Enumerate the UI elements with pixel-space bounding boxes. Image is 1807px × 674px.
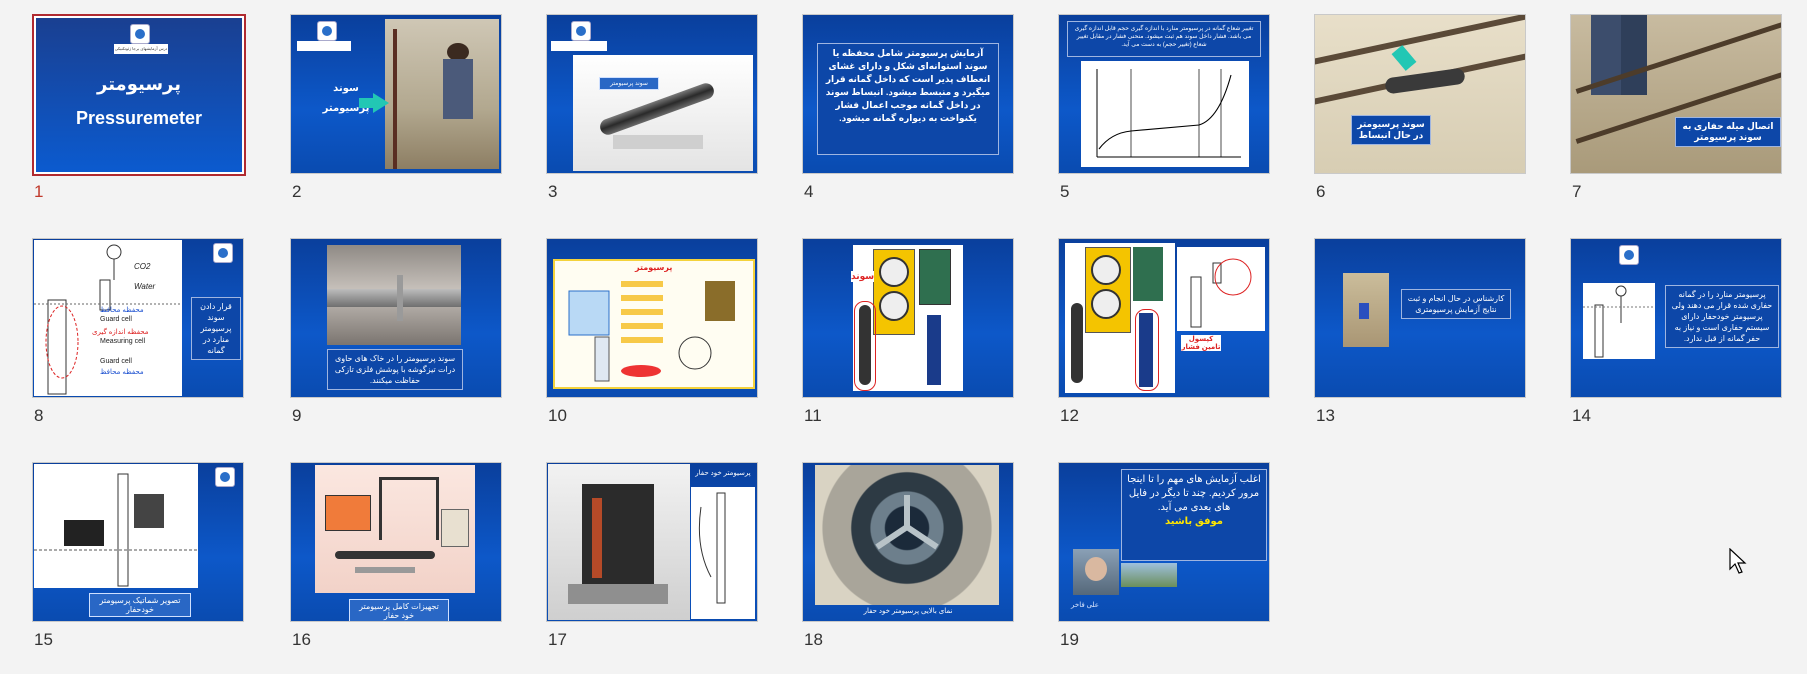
author-photo [1073, 549, 1119, 595]
slide-number: 2 [292, 182, 302, 201]
slide-number: 5 [1060, 182, 1070, 201]
slide-11-label: سوند [851, 271, 875, 281]
slide-12-label: کپسول تامین فشار [1181, 336, 1221, 351]
university-logo-icon [317, 21, 337, 41]
slide-19-highlight: موفق باشید [1164, 516, 1223, 527]
label-co2: CO2 [134, 262, 151, 271]
slide-7-caption: اتصال میله حفاری به سوند پرسیومتر [1675, 117, 1781, 147]
slide-number: 19 [1060, 630, 1079, 649]
university-logo-icon [1619, 245, 1639, 265]
slide-1-banner: درس آزمایشهای برجا ژئوتکنیکی [114, 44, 168, 54]
slide-number: 1 [34, 182, 44, 201]
slide-14-caption: پرسیومتر منارد را در گمانه حفاری شده قرار می دهند ولی پرسیومتر خودحفار دارای سیستم حفاری است و نیاز به حفر گمانه از قبل ندارد. [1665, 285, 1779, 348]
slide-number: 9 [292, 406, 302, 425]
slide-6-caption: سوند پرسیومتر در حال انبساط [1351, 115, 1431, 145]
steel-sheath-photo [327, 245, 461, 345]
slide-19-text [1121, 469, 1267, 561]
slide-2-caption-1: سوند [333, 83, 359, 94]
probe-photo [573, 55, 753, 171]
arrow-icon [373, 93, 389, 113]
slide-19-message: اغلب آزمایش های مهم را تا اینجا مرور کردیم. چند تا دیگر در فایل های بعدی می آید. [1127, 474, 1261, 513]
slide-number: 18 [804, 630, 823, 649]
slide-number: 17 [548, 630, 567, 649]
top-view-photo [815, 465, 999, 605]
label-guard2-fa: محفظه محافظ [100, 369, 144, 376]
university-logo-icon [571, 21, 591, 41]
university-logo-icon [130, 24, 150, 44]
slide-19-author: علی فاخر [1071, 602, 1099, 609]
slide-13-caption: کارشناس در حال انجام و ثبت نتایج آزمایش پرسیومتری [1401, 289, 1511, 319]
slide-number: 15 [34, 630, 53, 649]
pressure-volume-curve [1081, 61, 1249, 167]
slide-number: 8 [34, 406, 44, 425]
self-boring-rig-photo [548, 464, 690, 620]
slide-16-caption: تجهیزات کامل پرسیومتر خود حفار [349, 599, 449, 622]
label-measuring-en: Measuring cell [100, 338, 146, 345]
equipment-photo [315, 465, 475, 593]
slide-number: 12 [1060, 406, 1079, 425]
slide-9-caption: سوند پرسیومتر را در خاک های حاوی درات تیزگوشه با پوشش فلزی تازکی حفاظت میکنند. [327, 349, 463, 390]
control-unit-photo [853, 245, 963, 391]
slide-number: 4 [804, 182, 814, 201]
label-guard-fa: محفظه محافظ [100, 307, 144, 314]
label-measuring-fa: محفظه اندازه گیری [92, 329, 149, 336]
landscape-photo [1121, 563, 1177, 587]
university-logo-icon [213, 243, 233, 263]
slide-2-caption-2: پرسیومتر [322, 103, 370, 114]
slide-number: 14 [1572, 406, 1591, 425]
university-logo-icon [215, 467, 235, 487]
slide-8-caption: قرار دادن سوند پرسیومتر منارد در گمانه [191, 297, 241, 360]
probe-drawing [691, 487, 755, 619]
control-unit-photo [1065, 243, 1175, 393]
engineer-photo [385, 19, 499, 169]
slide-number: 6 [1316, 182, 1326, 201]
probe-diagram-small [1583, 283, 1655, 359]
label-guard2-en: Guard cell [100, 358, 132, 365]
slide-number: 3 [548, 182, 558, 201]
slide-1-title-en: Pressuremeter [75, 108, 203, 128]
self-boring-schematic [34, 464, 198, 588]
slide-15-caption: تصویر شماتیک پرسیومتر خودحفار [89, 593, 191, 617]
probe-diagram [34, 240, 182, 396]
pressuremeter-schematic [553, 259, 755, 389]
slide-number: 13 [1316, 406, 1335, 425]
slide-number: 10 [548, 406, 567, 425]
label-guard-en: Guard cell [100, 316, 132, 323]
slide-1-title-fa: پرسیومتر [97, 74, 181, 94]
arrow-icon [1392, 45, 1417, 71]
slide-3-caption: سوند پرسیومتر [599, 77, 659, 90]
slide-10-title: پرسیومتر [635, 263, 673, 272]
slide-number: 7 [1572, 182, 1582, 201]
probe-diagram-small [1177, 247, 1265, 331]
label-water: Water [134, 282, 156, 291]
slide-4-text: آزمایش پرسیومتر شامل محفظه یا سوند استوانه‌ای شکل و دارای غشای انعطاف پذیر است که داخل گمانه قرار میگیرد و منبسط میشود. انبساط سوند در داخل گمانه موجب اعمال فشار یکنواخت به دیواره گمانه میشود. [817, 43, 999, 155]
mouse-pointer-icon [1729, 548, 1747, 574]
field-test-photo [1343, 273, 1389, 347]
slide-17-title: پرسیومتر خود حفار [695, 470, 751, 477]
slide-number: 16 [292, 630, 311, 649]
slide-5-text: تغییر شعاع گمانه در پرسیومتر منارد با اندازه گیری حجم قابل اندازه گیری می باشد. فشار داخل سوند هم ثبت میشود. منحنی فشار در مقابل تغییر شعاع (تغییر حجم) به دست می آید. [1067, 21, 1261, 57]
slide-18-caption: نمای بالایی پرسیومتر خود حفار [863, 608, 953, 615]
slide-number: 11 [804, 406, 822, 425]
